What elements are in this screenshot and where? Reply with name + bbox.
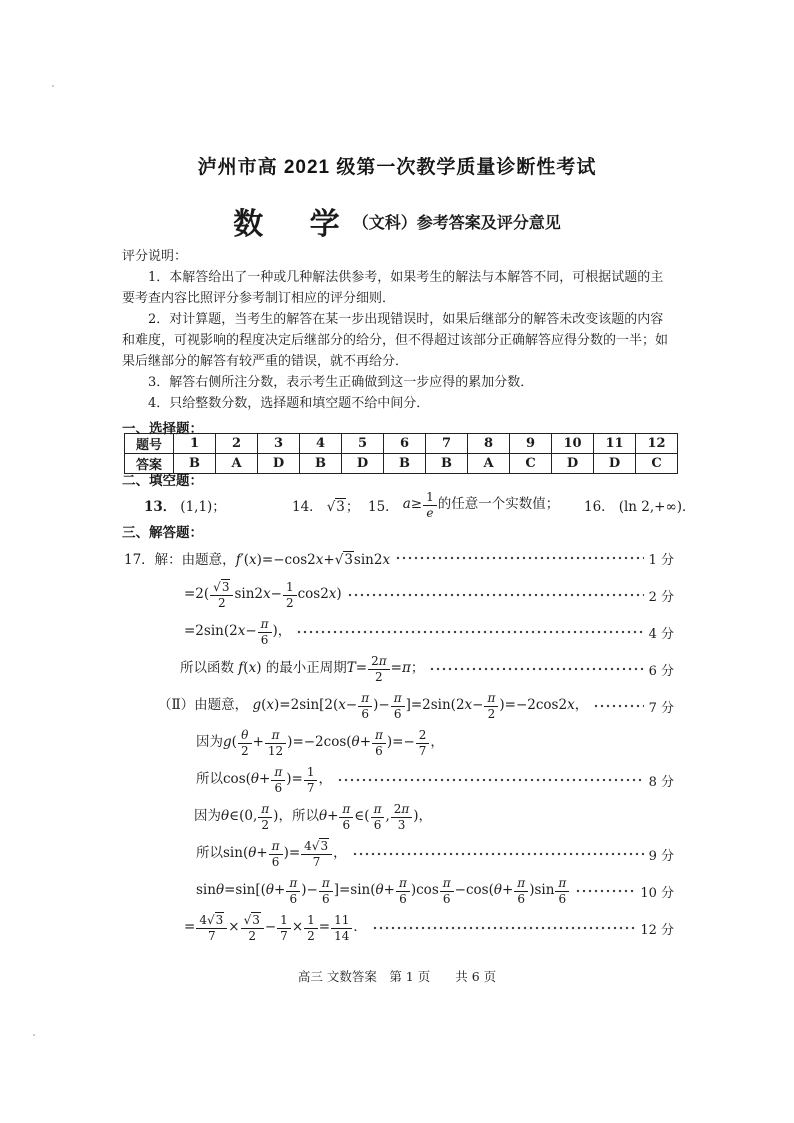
solution-line [122, 577, 674, 613]
dot-leader [337, 776, 644, 784]
question-number: 15． [368, 499, 399, 515]
fraction: $\frac{\pi}{2}$ [258, 802, 272, 831]
answer-letter-cell: B [300, 454, 342, 474]
answer-letter-cell: D [552, 454, 594, 474]
answer-letter-cell: A [216, 454, 258, 474]
score-label: 12 分 [640, 922, 674, 938]
fraction: $\frac{\pi}{6}$ [371, 802, 385, 831]
square-root: √3 [334, 552, 353, 568]
answer-letter-cell: D [594, 454, 636, 474]
fraction: $\frac{2\pi}{3}$ [391, 802, 413, 831]
fraction: $\frac{√3}{2}$ [210, 580, 233, 609]
solution-line [122, 651, 674, 687]
answer-letter-cell: C [636, 454, 678, 474]
solution-line [122, 725, 674, 761]
fraction: $\frac{4√3}{7}$ [301, 839, 332, 868]
blank-answers-row [122, 488, 696, 522]
question-number-cell: 8 [468, 434, 510, 454]
choice-answer-table [124, 433, 678, 474]
question-number: 16． [584, 499, 615, 515]
title-block [0, 152, 794, 243]
fraction: $\frac{1}{e}$ [423, 490, 437, 519]
fraction: $\frac{\pi}{6}$ [555, 876, 569, 905]
solution-line [122, 540, 674, 576]
question-number-cell: 3 [258, 434, 300, 454]
dot-leader [575, 887, 635, 895]
answer-letter-cell: B [426, 454, 468, 474]
solution-math: =2( $\frac{√3}{2}$ sin2x− $\frac{1}{2}$ cos2x) [184, 580, 342, 610]
scoring-note-item: 4．只给整数分数，选择题和填空题不给中间分． [148, 396, 430, 411]
answer-letter-cell: A [468, 454, 510, 474]
fraction: $\frac{√3}{2}$ [241, 913, 264, 942]
square-root: √3 [311, 839, 329, 854]
score-label: 6 分 [648, 663, 674, 679]
scoring-note-item: 2．对计算题，当考生的解答在某一步出现错误时，如果后继部分的解答未改变该题的内容和难度，可视影响的程度决定后继部分的给分，但不得超过该部分正确解答应得分数的一半；如果后继部分的解答有较严重的错误，就不再给分． [122, 312, 669, 369]
score-label: 7 分 [648, 700, 674, 716]
question-number-cell: 1 [174, 434, 216, 454]
fraction: $\frac{\pi}{6}$ [514, 876, 528, 905]
fraction: $\frac{\pi}{6}$ [339, 802, 353, 831]
row-header-cell: 题号 [125, 434, 174, 454]
score-label: 9 分 [648, 848, 674, 864]
dot-leader [429, 665, 643, 673]
blank-answer-item [584, 488, 695, 522]
fraction: $\frac{1}{2}$ [283, 580, 297, 609]
scan-speck [33, 1034, 35, 1036]
document-title: 泸州市高 2021 级第一次教学质量诊断性考试 [197, 157, 597, 178]
solution-math: 所以cos(θ+ $\frac{\pi}{6}$ )= $\frac{1}{7}$ ， [196, 765, 332, 795]
fraction: $\frac{\pi}{6}$ [271, 765, 285, 794]
fraction: $\frac{\theta}{2}$ [238, 728, 252, 757]
scoring-note-item: 3．解答右侧所注分数，表示考生正确做到这一步应得的累加分数． [148, 375, 534, 390]
blank-answer-item [144, 488, 226, 522]
fraction: $\frac{\pi}{6}$ [391, 691, 405, 720]
question-number-cell: 6 [384, 434, 426, 454]
scan-speck [52, 85, 54, 87]
solution-math: 17．解：由题意，f′(x)=−cos2x+√3sin2x [124, 552, 391, 568]
score-label: 8 分 [648, 774, 674, 790]
dot-leader [352, 850, 644, 858]
square-root: √3 [206, 913, 224, 928]
table-row [125, 454, 678, 474]
blank-answer-item [292, 488, 359, 522]
question-number-cell: 11 [594, 434, 636, 454]
score-label: 2 分 [648, 589, 674, 605]
subtitle-text: （文科）参考答案及评分意见 [352, 212, 561, 232]
fraction: $\frac{1}{7}$ [304, 765, 318, 794]
square-root: √3 [326, 499, 345, 515]
answer-letter-cell: B [384, 454, 426, 474]
subject-name: 数 学 [233, 207, 342, 242]
solution-math: =2sin(2x− $\frac{\pi}{6}$ )， [184, 617, 292, 647]
fraction: $\frac{\pi}{6}$ [319, 876, 333, 905]
dot-leader [372, 924, 635, 932]
fraction: $\frac{\pi}{6}$ [372, 728, 386, 757]
solution-line [122, 688, 674, 724]
scoring-notes-heading: 评分说明： [122, 249, 188, 264]
solution-math: = $\frac{4√3}{7}$ × $\frac{√3}{2}$ − $\frac{1}{7}$ × $\frac{1}{2}$ = $\frac{11}{14}$ ． [184, 913, 367, 943]
solution-line [122, 836, 674, 872]
fraction: $\frac{1}{2}$ [304, 913, 318, 942]
fraction: $\frac{\pi}{2}$ [484, 691, 498, 720]
document-subtitle [0, 199, 794, 243]
dot-leader [347, 591, 644, 599]
score-label: 4 分 [648, 626, 674, 642]
fraction: $\frac{2\pi}{2}$ [368, 654, 390, 683]
question-number-cell: 4 [300, 434, 342, 454]
fraction: $\frac{\pi}{6}$ [286, 876, 300, 905]
fraction: $\frac{1}{7}$ [277, 913, 291, 942]
answer-letter-cell: B [174, 454, 216, 474]
score-label: 10 分 [640, 885, 674, 901]
solution-math: 因为θ∈(0, $\frac{\pi}{2}$ )，所以θ+ $\frac{\pi}{6}$ ∈( $\frac{\pi}{6}$ , $\frac{2\pi}{3}$ )， [194, 802, 433, 832]
blank-answer-value: (ln 2,+∞)． [618, 499, 696, 515]
scoring-notes [122, 246, 674, 414]
choice-section-heading: 一、选择题： [122, 421, 203, 436]
solution-math: 所以sin(θ+ $\frac{\pi}{6}$ )= $\frac{4√3}{7}$ ， [196, 839, 347, 869]
fraction: $\frac{\pi}{6}$ [269, 839, 283, 868]
answer-letter-cell: C [510, 454, 552, 474]
question-number: 14． [292, 499, 323, 515]
fraction: $\frac{\pi}{12}$ [265, 728, 286, 757]
fraction: $\frac{4√3}{7}$ [196, 913, 227, 942]
solution-line [122, 614, 674, 650]
row-header-cell: 答案 [125, 454, 174, 474]
solution-section-heading: 三、解答题： [122, 525, 203, 540]
question-number-cell: 5 [342, 434, 384, 454]
solution-line [122, 873, 674, 909]
blank-answer-value: √3； [326, 499, 360, 515]
scoring-note-item: 1．本解答给出了一种或几种解法供参考，如果考生的解法与本解答不同，可根据试题的主要考查内容比照评分参考制订相应的评分细则． [122, 270, 664, 306]
solution-math: 因为g( $\frac{\theta}{2}$ + $\frac{\pi}{12}$ )=−2cos(θ+ $\frac{\pi}{6}$ )=− $\frac{2}{7}$ ， [196, 728, 444, 758]
question-number-cell: 2 [216, 434, 258, 454]
fraction: $\frac{11}{14}$ [331, 913, 352, 942]
solution-math: sinθ=sin[(θ+ $\frac{\pi}{6}$ )− $\frac{\pi}{6}$ ]=sin(θ+ $\frac{\pi}{6}$ )cos $\frac{\pi}{6}$ −cos(θ+ $\frac{\pi}{6}$ )sin $\frac{\pi}{6}$ [196, 876, 570, 905]
solution-line [122, 799, 674, 835]
fraction: $\frac{\pi}{6}$ [358, 691, 372, 720]
dot-leader [296, 628, 643, 636]
dot-leader [395, 554, 644, 562]
fraction: $\frac{\pi}{6}$ [440, 876, 454, 905]
question-number-cell: 12 [636, 434, 678, 454]
answer-letter-cell: D [342, 454, 384, 474]
blank-answer-item [368, 488, 559, 522]
fraction: $\frac{\pi}{6}$ [396, 876, 410, 905]
answer-letter-cell: D [258, 454, 300, 474]
fraction: $\frac{\pi}{6}$ [258, 617, 272, 646]
question-number-cell: 9 [510, 434, 552, 454]
dot-leader [593, 702, 643, 710]
page-footer: 高三 文数答案 第 1 页 共 6 页 [297, 969, 497, 984]
table-row [125, 434, 678, 454]
solution-line [122, 910, 674, 946]
solution-line [122, 762, 674, 798]
blank-section-heading: 二、填空题： [122, 473, 203, 488]
blank-answer-value: a≥ $\frac{1}{e}$ 的任意一个实数值； [402, 490, 560, 520]
question-number: 13． [144, 499, 177, 515]
question-number-cell: 10 [552, 434, 594, 454]
score-label: 1 分 [648, 552, 674, 568]
question-number-cell: 7 [426, 434, 468, 454]
square-root: √3 [213, 580, 230, 595]
solution-math: （Ⅱ）由题意， g(x)=2sin[2(x− $\frac{\pi}{6}$ )− $\frac{\pi}{6}$ ]=2sin(2x− $\frac{\pi}{2}$ )=−2cos2x， [158, 691, 589, 721]
blank-answer-value: (1,1)； [180, 499, 226, 515]
solution-block [122, 540, 674, 947]
square-root: √3 [243, 913, 260, 928]
fraction: $\frac{2}{7}$ [416, 728, 430, 757]
solution-math: 所以函数 f(x) 的最小正周期T= $\frac{2\pi}{2}$ =π； [180, 654, 425, 684]
